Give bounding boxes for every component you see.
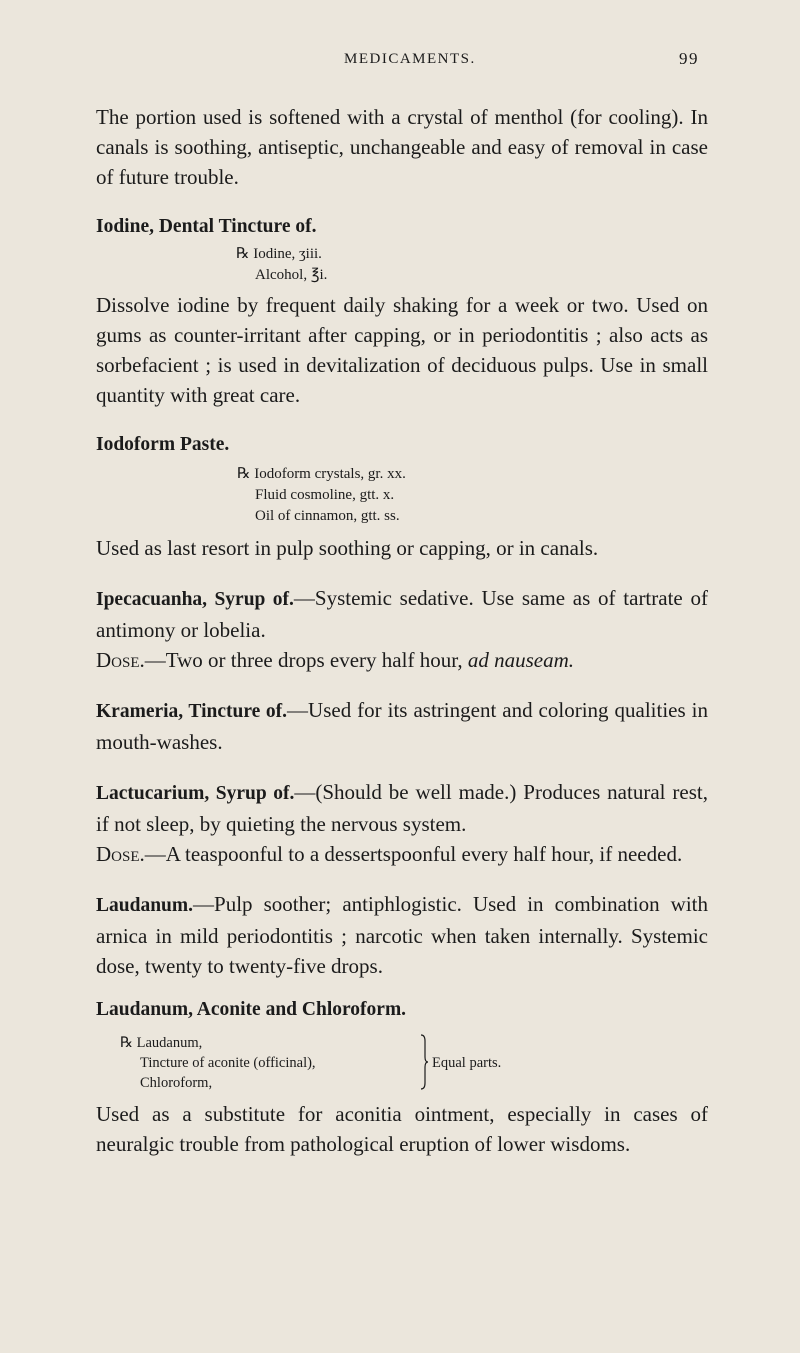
dose-label: Dose. [96, 648, 145, 672]
rx-line: Alcohol, ℥i. [255, 267, 328, 283]
iodoform-prescription [237, 464, 708, 527]
brace-icon [420, 1033, 428, 1091]
lactucarium-dose [96, 839, 708, 869]
lactucarium-entry [96, 777, 708, 839]
ipecacuanha-heading: Ipecacuanha, Syrup of. [96, 589, 294, 610]
running-head-title: MEDICAMENTS. [344, 51, 476, 67]
intro-paragraph: The portion used is softened with a crystal of menthol (for cooling). In canals is soothing, antiseptic, unchangeable and easy of removal in case of future trouble. [96, 105, 708, 189]
lactucarium-description: —(Should be well made.) Produces natural rest, if not sleep, by quieting the nervous system. [96, 780, 708, 836]
rx-line: Fluid cosmoline, gtt. x. [255, 487, 395, 503]
iodine-prescription [236, 244, 708, 286]
rx-line: ℞ Iodoform crystals, gr. xx. [237, 466, 406, 482]
rx-line: Tincture of aconite (officinal), [140, 1055, 316, 1071]
dose-label: Dose. [96, 842, 145, 866]
iodine-heading: Iodine, Dental Tincture of. [96, 216, 317, 237]
page-number: 99 [679, 49, 699, 68]
equal-parts-label: Equal parts. [432, 1055, 502, 1071]
krameria-entry [96, 695, 708, 757]
laudanum-aconite-heading: Laudanum, Aconite and Chloroform. [96, 999, 407, 1020]
laudanum-description: —Pulp soother; antiphlogistic. Used in combination with arnica in mild periodontitis ; narcotic when taken internally. Systemic dose, twenty to twenty-five drops. [96, 892, 708, 978]
lactucarium-heading: Lactucarium, Syrup of. [96, 783, 295, 804]
ipecacuanha-entry [96, 583, 708, 645]
dose-text: —Two or three drops every half hour, [144, 648, 468, 672]
rx-line: ℞ Laudanum, [120, 1035, 203, 1051]
rx-line: Chloroform, [140, 1075, 213, 1091]
iodoform-description: Used as last resort in pulp soothing or capping, or in canals. [96, 536, 599, 560]
dose-italic: ad nauseam. [467, 648, 575, 672]
ipecacuanha-description: —Systemic sedative. Use same as of tartrate of antimony or lobelia. [96, 586, 708, 642]
krameria-heading: Krameria, Tincture of. [96, 701, 288, 722]
krameria-description: —Used for its astringent and coloring qualities in mouth-washes. [96, 698, 708, 754]
dose-text: —A teaspoonful to a dessertspoonful every half hour, if needed. [144, 842, 683, 866]
page-body [96, 102, 708, 1159]
iodine-description: Dissolve iodine by frequent daily shaking for a week or two. Used on gums as counter-irritant after capping, or in periodontitis ; also acts as sorbefacient ; is used in devitalization of deciduous pulps. Use in small quantity with great care. [96, 293, 708, 407]
rx-line: Oil of cinnamon, gtt. ss. [255, 508, 400, 524]
rx-line: ℞ Iodine, ʒiii. [236, 246, 322, 262]
laudanum-entry [96, 889, 708, 981]
laudanum-aconite-prescription [120, 1033, 708, 1095]
ipecacuanha-dose [96, 645, 708, 675]
iodoform-heading: Iodoform Paste. [96, 434, 230, 455]
laudanum-aconite-description: Used as a substitute for aconitia ointment, especially in cases of neuralgic trouble from pathological eruption of lower wisdoms. [96, 1102, 708, 1156]
laudanum-heading: Laudanum. [96, 895, 194, 916]
